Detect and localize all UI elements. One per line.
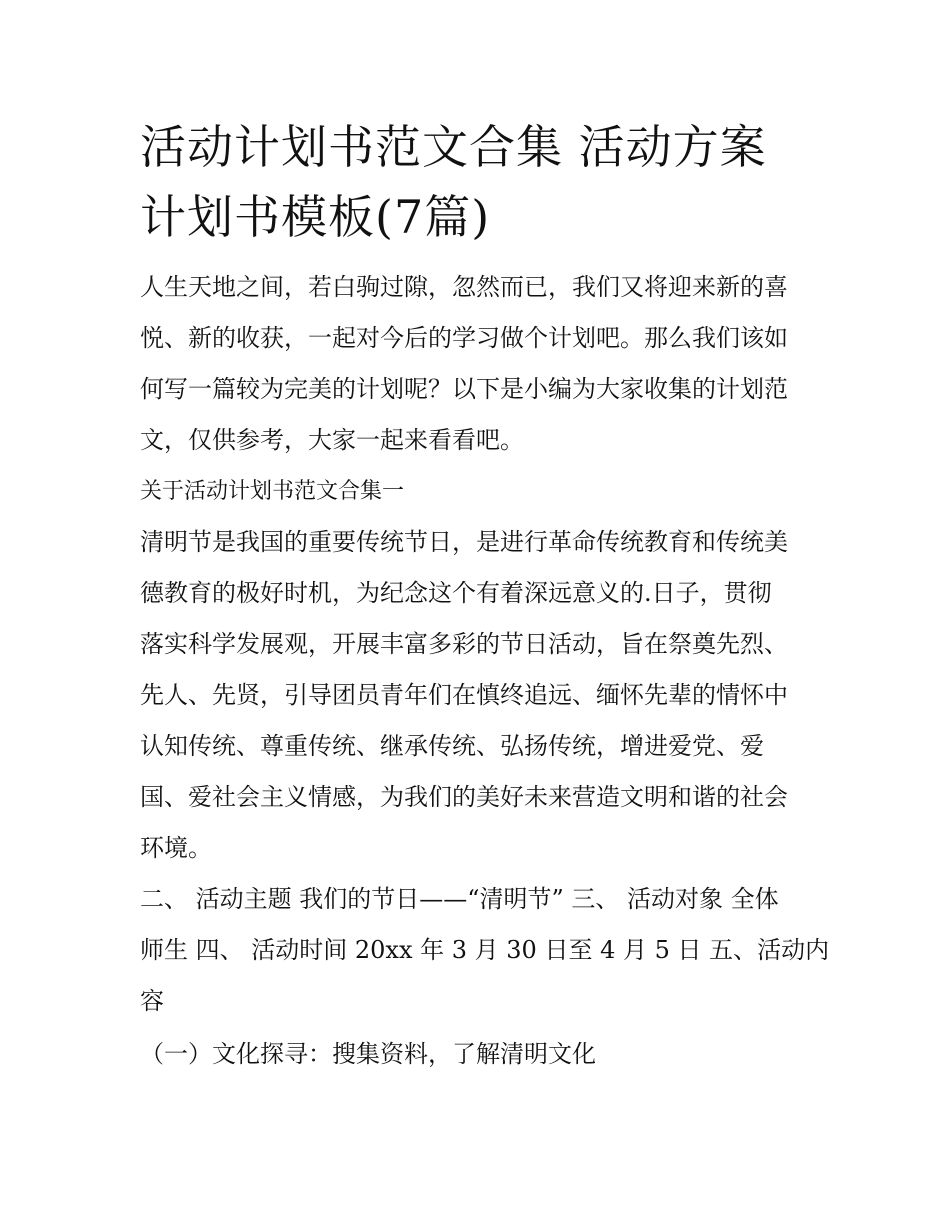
- text-line: 认知传统、尊重传统、继承传统、弘扬传统，增进爱党、爱: [140, 732, 764, 760]
- text-line: 德教育的极好时机，为纪念这个有着深远意义的.日子，贯彻: [140, 579, 772, 607]
- details-paragraph: [140, 874, 830, 1027]
- section-paragraph: [140, 517, 812, 874]
- section-heading: 关于活动计划书范文合集一: [140, 479, 405, 504]
- document-page: [140, 112, 830, 1080]
- text-line: 悦、新的收获，一起对今后的学习做个计划吧。那么我们该如: [140, 324, 788, 352]
- text-line: 人生天地之间，若白驹过隙，忽然而已，我们又将迎来新的喜: [140, 273, 788, 301]
- text-line: 容: [140, 987, 164, 1015]
- intro-paragraph: [140, 262, 812, 466]
- title-line: 活动计划书范文合集 活动方案: [140, 120, 767, 174]
- text-line: 清明节是我国的重要传统节日，是进行革命传统教育和传统美: [140, 528, 788, 556]
- text-line: 落实科学发展观，开展丰富多彩的节日活动，旨在祭奠先烈、: [140, 630, 788, 658]
- text-line: 先人、先贤，引导团员青年们在慎终追远、缅怀先辈的情怀中: [140, 681, 788, 709]
- text-line: 何写一篇较为完美的计划呢？以下是小编为大家收集的计划范: [140, 375, 788, 403]
- document-title: [140, 112, 812, 252]
- text-line: 国、爱社会主义情感，为我们的美好未来营造文明和谐的社会: [140, 783, 788, 811]
- document-body: [140, 262, 830, 1080]
- text-line: 师生 四、 活动时间 20xx 年 3 月 30 日至 4 月 5 日 五、活动内: [140, 936, 830, 964]
- text-line: 二、 活动主题 我们的节日——“清明节” 三、 活动对象 全体: [140, 885, 779, 913]
- text-line: 环境。: [140, 834, 212, 862]
- text-line: 文，仅供参考，大家一起来看看吧。: [140, 426, 524, 454]
- subheading: （一）文化探寻：搜集资料，了解清明文化: [140, 1040, 596, 1068]
- title-line: 计划书模板(7篇): [140, 190, 491, 244]
